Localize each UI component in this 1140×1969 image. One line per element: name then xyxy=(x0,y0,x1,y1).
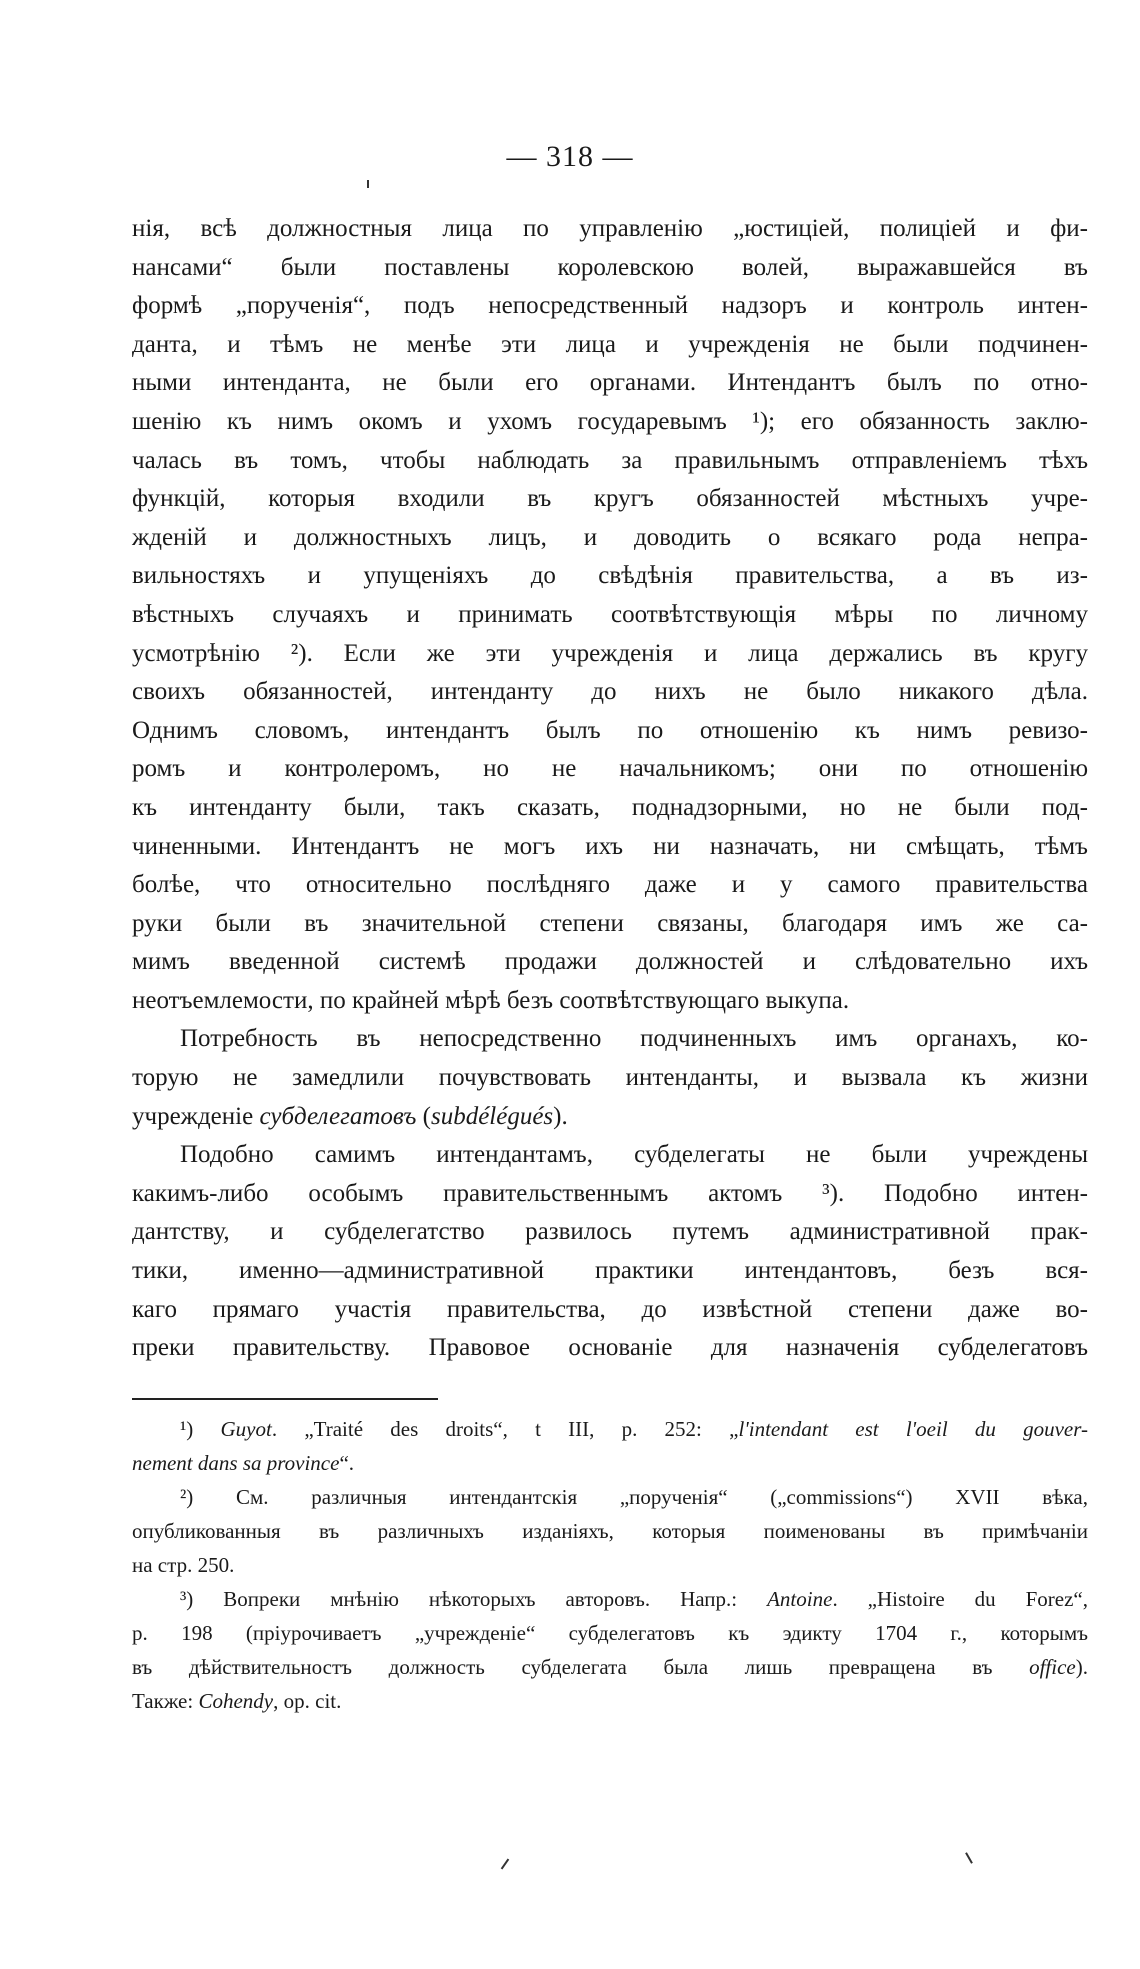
italic-text: subdélégués xyxy=(430,1102,554,1130)
text-line xyxy=(132,326,1088,365)
text-line xyxy=(132,1059,1088,1098)
text-line xyxy=(132,712,1088,751)
text-span: усмотрѣнію ²). Если же эти учрежденія и лица держались въ кругу xyxy=(132,639,1088,667)
text-line xyxy=(132,1098,1088,1137)
text-span: чиненными. Интендантъ не могъ ихъ ни назначать, ни смѣщать, тѣмъ xyxy=(132,832,1088,860)
text-span: p. 198 (пріурочиваетъ „учрежденіе“ субделегатовъ къ эдикту 1704 г., которымъ xyxy=(132,1621,1088,1645)
text-span: . „Traité des droits“, t III, p. 252: „ xyxy=(271,1417,739,1441)
text-line xyxy=(132,1252,1088,1291)
footnote-line xyxy=(132,1650,1088,1684)
text-span: ными интенданта, не были его органами. Интендантъ былъ по отно- xyxy=(132,369,1088,397)
text-line xyxy=(132,210,1088,249)
text-span: къ интенданту были, такъ сказать, поднадзорными, но не были под- xyxy=(132,793,1088,821)
text-line xyxy=(132,1136,1088,1175)
text-span: Также: xyxy=(132,1689,199,1713)
italic-text: office xyxy=(1029,1655,1076,1679)
text-line xyxy=(132,287,1088,326)
text-line xyxy=(132,249,1088,288)
text-span: , op. cit. xyxy=(273,1689,342,1713)
text-span: “. xyxy=(339,1451,355,1475)
italic-text: nement dans sa province xyxy=(132,1451,340,1475)
text-span: каго прямаго участія правительства, до извѣстной степени даже во- xyxy=(132,1295,1088,1323)
text-span: ²) См. различныя интендантскія „порученія“ („commissions“) XVII вѣка, xyxy=(180,1485,1088,1509)
text-line xyxy=(132,519,1088,558)
footnote-line xyxy=(132,1684,1088,1718)
text-span: нія, всѣ должностныя лица по управленію „юстиціей, полиціей и фи- xyxy=(132,215,1088,242)
text-span: учрежденіе xyxy=(132,1102,260,1130)
text-span: въ дѣйствительностъ должность субделегата была лишь превращена въ xyxy=(132,1655,1030,1679)
text-span: вильностяхъ и упущеніяхъ до свѣдѣнія правительства, а въ из- xyxy=(132,562,1088,590)
text-line xyxy=(132,866,1088,905)
scan-mark-left xyxy=(501,1859,510,1870)
text-span: формѣ „порученія“, подъ непосредственный надзоръ и контроль интен- xyxy=(132,292,1088,320)
text-line xyxy=(132,750,1088,789)
text-span: . „Histoire du Forez“, xyxy=(832,1587,1088,1611)
text-line xyxy=(132,403,1088,442)
text-line xyxy=(132,982,1088,1021)
text-line xyxy=(132,635,1088,674)
footnote-line xyxy=(132,1412,1088,1446)
text-span: болѣе, что относительно послѣдняго даже и у самого правительства xyxy=(132,871,1088,899)
text-span: торую не замедлили почувствовать интенданты, и вызвала къ жизни xyxy=(132,1064,1088,1092)
text-span: данта, и тѣмъ не менѣе эти лица и учрежденія не были подчинен- xyxy=(132,330,1088,358)
text-line xyxy=(132,364,1088,403)
footnote-line xyxy=(132,1548,1088,1582)
text-line xyxy=(132,905,1088,944)
text-line xyxy=(132,943,1088,982)
text-line xyxy=(132,442,1088,481)
stray-mark xyxy=(367,180,369,188)
text-span: руки были въ значительной степени связаны, благодаря имъ же са- xyxy=(132,909,1088,937)
text-span: шенію къ нимъ окомъ и ухомъ государевымъ ¹); его обязанность заклю- xyxy=(132,407,1088,435)
text-span: ). xyxy=(1075,1655,1088,1679)
text-span: ромъ и контролеромъ, но не начальникомъ; они по отношенію xyxy=(132,755,1088,783)
italic-text: Antoine xyxy=(767,1587,833,1611)
text-span: ( xyxy=(416,1102,431,1130)
text-line xyxy=(132,1213,1088,1252)
text-line xyxy=(132,1329,1088,1368)
text-span: неотъемлемости, по крайней мѣрѣ безъ соотвѣтствующаго выкупа. xyxy=(132,986,850,1014)
footnote-line xyxy=(132,1582,1088,1616)
text-line xyxy=(132,480,1088,519)
footnotes xyxy=(132,1412,1088,1718)
text-line xyxy=(132,673,1088,712)
text-span: дантству, и субделегатство развилось путемъ административной прак- xyxy=(132,1218,1088,1246)
scan-mark-right xyxy=(965,1852,973,1863)
text-line xyxy=(132,557,1088,596)
text-span: какимъ-либо особымъ правительственнымъ актомъ ³). Подобно интен- xyxy=(132,1179,1088,1207)
text-span: опубликованныя въ различныхъ изданіяхъ, которыя поименованы въ примѣчаніи xyxy=(132,1519,1088,1543)
text-span: ³) Вопреки мнѣнію нѣкоторыхъ авторовъ. Напр.: xyxy=(180,1587,768,1611)
text-span: чалась въ томъ, чтобы наблюдать за правильнымъ отправленіемъ тѣхъ xyxy=(132,446,1088,474)
text-span: ). xyxy=(553,1102,568,1130)
text-line xyxy=(132,596,1088,635)
text-span: жденій и должностныхъ лицъ, и доводить о всякаго рода непра- xyxy=(132,523,1088,551)
text-line xyxy=(132,828,1088,867)
text-span: функцій, которыя входили въ кругъ обязанностей мѣстныхъ учре- xyxy=(132,485,1088,513)
footnote-line xyxy=(132,1616,1088,1650)
text-span: на стр. 250. xyxy=(132,1553,235,1577)
text-span: ¹) xyxy=(180,1417,221,1441)
text-span: Однимъ словомъ, интендантъ былъ по отношенію къ нимъ ревизо- xyxy=(132,716,1088,744)
text-span: Потребность въ непосредственно подчиненныхъ имъ органахъ, ко- xyxy=(180,1025,1088,1053)
text-span: вѣстныхъ случаяхъ и принимать соотвѣтствующія мѣры по личному xyxy=(132,600,1088,628)
text-line xyxy=(132,1291,1088,1330)
footnote-line xyxy=(132,1446,1088,1480)
text-span: Подобно самимъ интендантамъ, субделегаты не были учреждены xyxy=(180,1141,1088,1169)
text-span: нансами“ были поставлены королевскою волей, выражавшейся въ xyxy=(132,253,1088,281)
italic-text: l'intendant est l'oeil du gouver- xyxy=(738,1417,1088,1441)
footnote-line xyxy=(132,1514,1088,1548)
page-number: — 318 — xyxy=(506,140,634,173)
text-line xyxy=(132,789,1088,828)
footnote-separator xyxy=(132,1398,438,1400)
body-text xyxy=(132,210,1088,1368)
italic-text: Guyot xyxy=(220,1417,272,1441)
text-span: мимъ введенной системѣ продажи должностей и слѣдовательно ихъ xyxy=(132,948,1088,976)
italic-text: Cohendy xyxy=(198,1689,274,1713)
text-span: преки правительству. Правовое основаніе для назначенія субделегатовъ xyxy=(132,1334,1088,1362)
text-span: тики, именно—административной практики интендантовъ, безъ вся- xyxy=(132,1257,1088,1285)
text-line xyxy=(132,1020,1088,1059)
italic-text: субделегатовъ xyxy=(259,1102,417,1130)
footnote-line xyxy=(132,1480,1088,1514)
text-span: своихъ обязанностей, интенданту до нихъ не было никакого дѣла. xyxy=(132,678,1088,706)
text-line xyxy=(132,1175,1088,1214)
